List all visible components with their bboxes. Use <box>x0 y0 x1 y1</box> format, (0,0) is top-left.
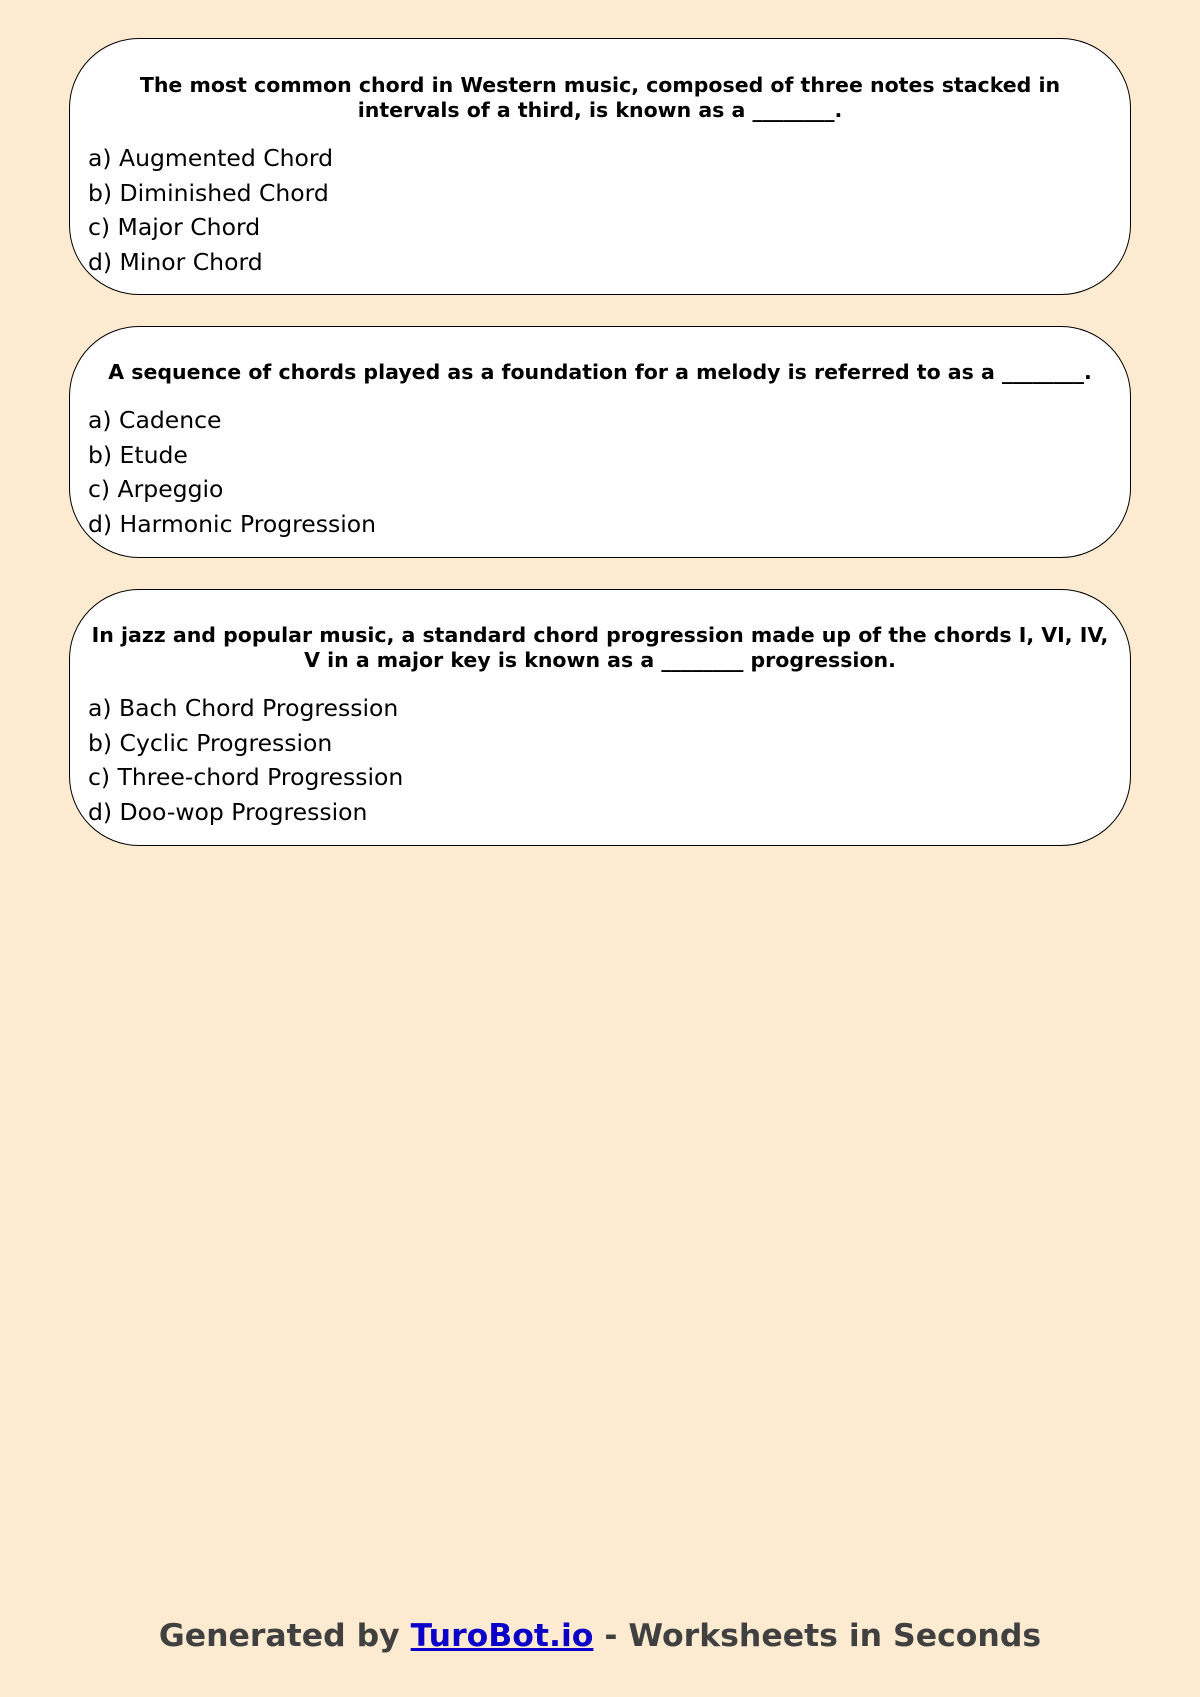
option-d: d) Minor Chord <box>88 247 263 276</box>
option-c: c) Three-chord Progression <box>88 763 404 791</box>
option-c: c) Major Chord <box>88 213 261 241</box>
footer-prefix: Generated by <box>158 1618 411 1654</box>
option-a: a) Augmented Chord <box>88 144 334 172</box>
question-text-3: In jazz and popular music, a standard chord progression made up of the chords I, VI, IV, V in a major key is known as a ________ progression. <box>91 623 1109 672</box>
question-text-1: The most common chord in Western music, composed of three notes stacked in intervals of a third, is known as a ________. <box>139 73 1061 122</box>
options-list-3 <box>90 691 1110 829</box>
option-c: c) Arpeggio <box>88 475 224 503</box>
option-b: b) Diminished Chord <box>88 178 329 207</box>
option-d: d) Harmonic Progression <box>88 509 377 538</box>
option-a: a) Bach Chord Progression <box>88 694 399 722</box>
options-list-1 <box>90 141 1110 279</box>
options-list-2 <box>90 403 1110 541</box>
option-d: d) Doo-wop Progression <box>88 797 368 826</box>
question-card-3 <box>69 589 1131 846</box>
turobot-link[interactable]: TuroBot.io <box>410 1618 594 1654</box>
footer-suffix: - Worksheets in Seconds <box>593 1618 1042 1654</box>
option-b: b) Etude <box>88 440 188 469</box>
question-text-2: A sequence of chords played as a foundation for a melody is referred to as a ________. <box>108 360 1092 384</box>
question-card-1 <box>69 38 1131 295</box>
option-a: a) Cadence <box>88 406 222 434</box>
option-b: b) Cyclic Progression <box>88 728 333 757</box>
question-card-2 <box>69 326 1131 558</box>
footer <box>0 1618 1200 1654</box>
